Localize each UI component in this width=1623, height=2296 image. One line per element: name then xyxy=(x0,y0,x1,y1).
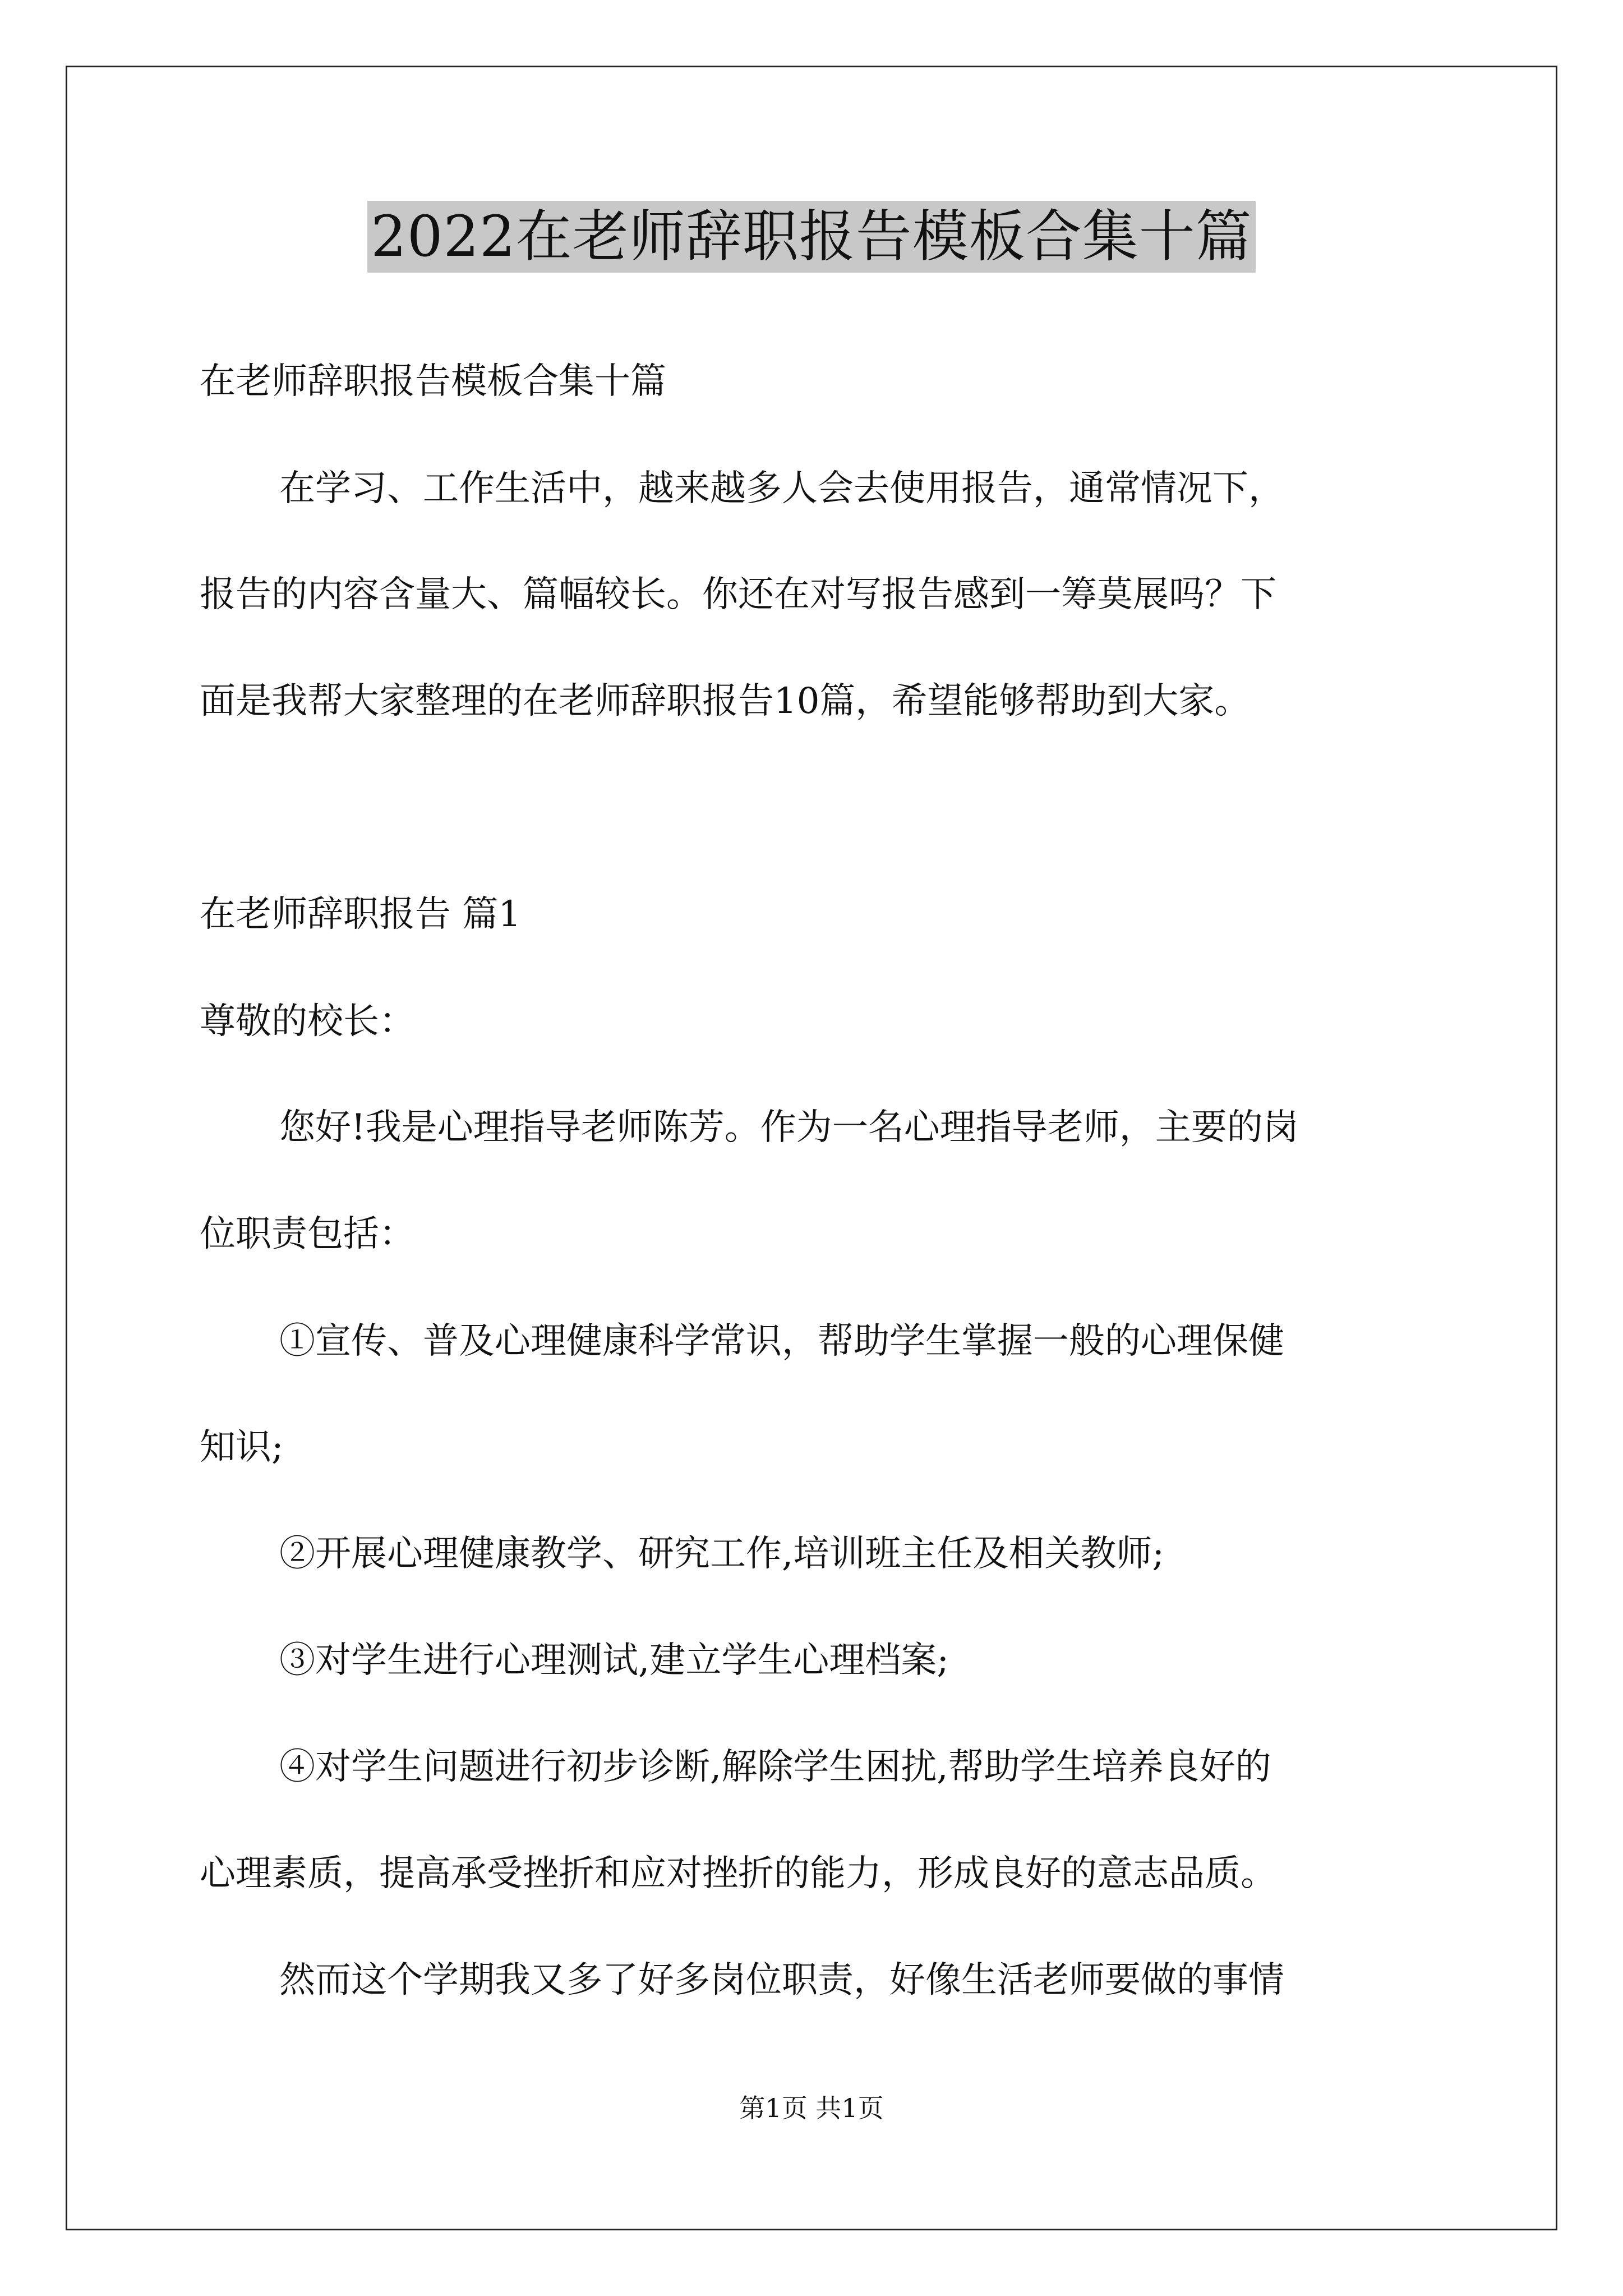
page-footer: 第1页 共1页 xyxy=(739,2093,884,2123)
paragraph-intro-line-1: 在学习、工作生活中，越来越多人会去使用报告，通常情况下， xyxy=(279,468,1284,509)
body-line-2: 位职责包括： xyxy=(200,1213,415,1255)
list-item-2: ②开展心理健康教学、研究工作,培训班主任及相关教师; xyxy=(279,1533,1164,1575)
section-heading: 在老师辞职报告 篇1 xyxy=(200,894,522,935)
list-item-4-line-1: ④对学生问题进行初步诊断,解除学生困扰,帮助学生培养良好的 xyxy=(279,1746,1271,1788)
paragraph-intro-line-2: 报告的内容含量大、篇幅较长。你还在对写报告感到一筹莫展吗？下 xyxy=(200,574,1276,615)
list-item-1-line-1: ①宣传、普及心理健康科学常识，帮助学生掌握一般的心理保健 xyxy=(279,1320,1284,1362)
list-item-3: ③对学生进行心理测试,建立学生心理档案; xyxy=(279,1640,949,1681)
list-item-4-line-2: 心理素质，提高承受挫折和应对挫折的能力，形成良好的意志品质。 xyxy=(200,1853,1276,1894)
salutation: 尊敬的校长： xyxy=(200,1001,415,1042)
paragraph-intro-line-3: 面是我帮大家整理的在老师辞职报告10篇，希望能够帮助到大家。 xyxy=(200,680,1251,722)
body-line-last: 然而这个学期我又多了好多岗位职责，好像生活老师要做的事情 xyxy=(279,1959,1284,2001)
list-item-1-line-2: 知识; xyxy=(200,1427,284,1468)
document-title: 2022在老师辞职报告模板合集十篇 xyxy=(367,201,1256,273)
title-container xyxy=(0,201,1623,273)
subtitle-line: 在老师辞职报告模板合集十篇 xyxy=(200,361,666,402)
body-line-1: 您好!我是心理指导老师陈芳。作为一名心理指导老师，主要的岗 xyxy=(279,1107,1299,1148)
